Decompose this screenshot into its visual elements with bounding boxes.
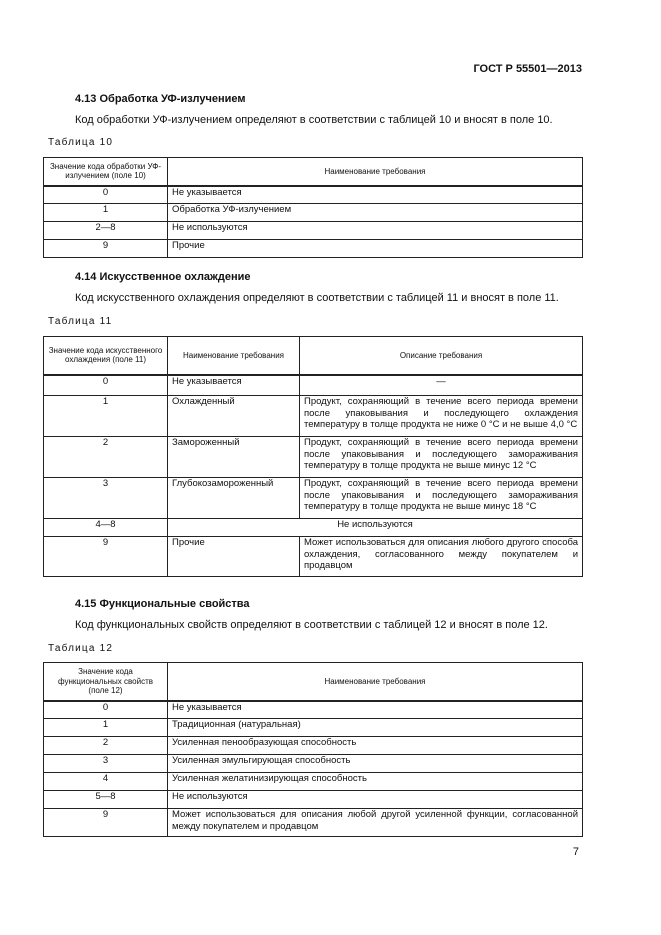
code-cell: 9 [44,537,168,577]
table-row [44,773,583,791]
page-number: 7 [572,846,579,858]
code-cell: 9 [44,240,168,258]
section-4-15-title: 4.15 Функциональные свойства [75,598,250,610]
code-cell: 1 [44,396,168,437]
table-row [44,755,583,773]
table-row [44,437,583,478]
table-header-row [44,337,583,375]
name-cell: Не используются [168,791,583,809]
description-cell: Продукт, сохраняющий в течение всего периода времени после упаковывания и последующего замораживания температуру в толще продукта не выше минус 12 °С [300,437,583,478]
section-4-14-title: 4.14 Искусственное охлаждение [75,271,251,283]
section-4-13-text: Код обработки УФ-излучением определяют в соответствии с таблицей 10 и вносят в поле 10. [75,114,553,126]
table-row [44,396,583,437]
section-4-14-text: Код искусственного охлаждения определяют в соответствии с таблицей 11 и вносят в поле 11. [75,292,559,304]
table-row [44,240,583,258]
name-cell: Прочие [168,537,300,577]
document-code: ГОСТ Р 55501—2013 [473,63,582,75]
code-cell: 0 [44,375,168,396]
table-10-caption: Таблица 10 [48,137,114,148]
code-cell: 5—8 [44,791,168,809]
col-header-code: Значение кода обработки УФ-излучением (поле 10) [44,158,168,186]
name-cell: Не используются [168,222,583,240]
name-cell: Глубокозамороженный [168,478,300,519]
table-header-row [44,663,583,701]
code-cell: 2—8 [44,222,168,240]
description-cell: Продукт, сохраняющий в течение всего периода времени после упаковывания и последующего охлаждения температуру в толще продукта не ниже 0 °С и не выше 4,0 °С [300,396,583,437]
col-header-code: Значение кода функциональных свойств (поле 12) [44,663,168,701]
col-header-name: Наименование требования [168,158,583,186]
table-row [44,719,583,737]
code-cell: 1 [44,204,168,222]
name-cell: Усиленная желатинизирующая способность [168,773,583,791]
name-cell: Традиционная (натуральная) [168,719,583,737]
description-cell: Продукт, сохраняющий в течение всего периода времени после упаковывания и последующего замораживания температуру в толще продукта не выше минус 18 °С [300,478,583,519]
table-11 [43,336,583,577]
table-row [44,478,583,519]
description-cell: Может использоваться для описания любого другого способа охлаждения, согласованного между покупателем и продавцом [300,537,583,577]
table-12 [43,662,583,837]
code-cell: 0 [44,701,168,719]
code-cell: 3 [44,755,168,773]
table-10 [43,157,583,258]
col-header-description: Описание требования [300,337,583,375]
col-header-name: Наименование требования [168,337,300,375]
table-row [44,537,583,577]
table-row [44,791,583,809]
table-row [44,519,583,537]
name-cell: Может использоваться для описания любой другой усиленной функции, согласованной между покупателем и продавцом [168,809,583,837]
code-cell: 2 [44,737,168,755]
table-row [44,204,583,222]
code-cell: 4 [44,773,168,791]
code-cell: 4—8 [44,519,168,537]
code-cell: 2 [44,437,168,478]
name-cell: Не указывается [168,186,583,204]
table-row [44,737,583,755]
col-header-code: Значение кода искусственного охлаждения (поле 11) [44,337,168,375]
name-cell: Замороженный [168,437,300,478]
table-row [44,809,583,837]
table-12-caption: Таблица 12 [48,643,114,654]
table-row [44,186,583,204]
section-4-13-title: 4.13 Обработка УФ-излучением [75,93,246,105]
table-11-caption: Таблица 11 [48,316,113,327]
table-row [44,222,583,240]
code-cell: 3 [44,478,168,519]
name-cell: Не указывается [168,701,583,719]
name-cell: Не указывается [168,375,300,396]
name-cell-merged: Не используются [168,519,583,537]
table-row [44,375,583,396]
code-cell: 0 [44,186,168,204]
section-4-15-text: Код функциональных свойств определяют в соответствии с таблицей 12 и вносят в поле 12. [75,619,548,631]
table-header-row [44,158,583,186]
name-cell: Охлажденный [168,396,300,437]
description-cell: — [300,375,583,396]
name-cell: Обработка УФ-излучением [168,204,583,222]
code-cell: 1 [44,719,168,737]
name-cell: Усиленная пенообразующая способность [168,737,583,755]
name-cell: Прочие [168,240,583,258]
col-header-name: Наименование требования [168,663,583,701]
table-row [44,701,583,719]
name-cell: Усиленная эмульгирующая способность [168,755,583,773]
code-cell: 9 [44,809,168,837]
